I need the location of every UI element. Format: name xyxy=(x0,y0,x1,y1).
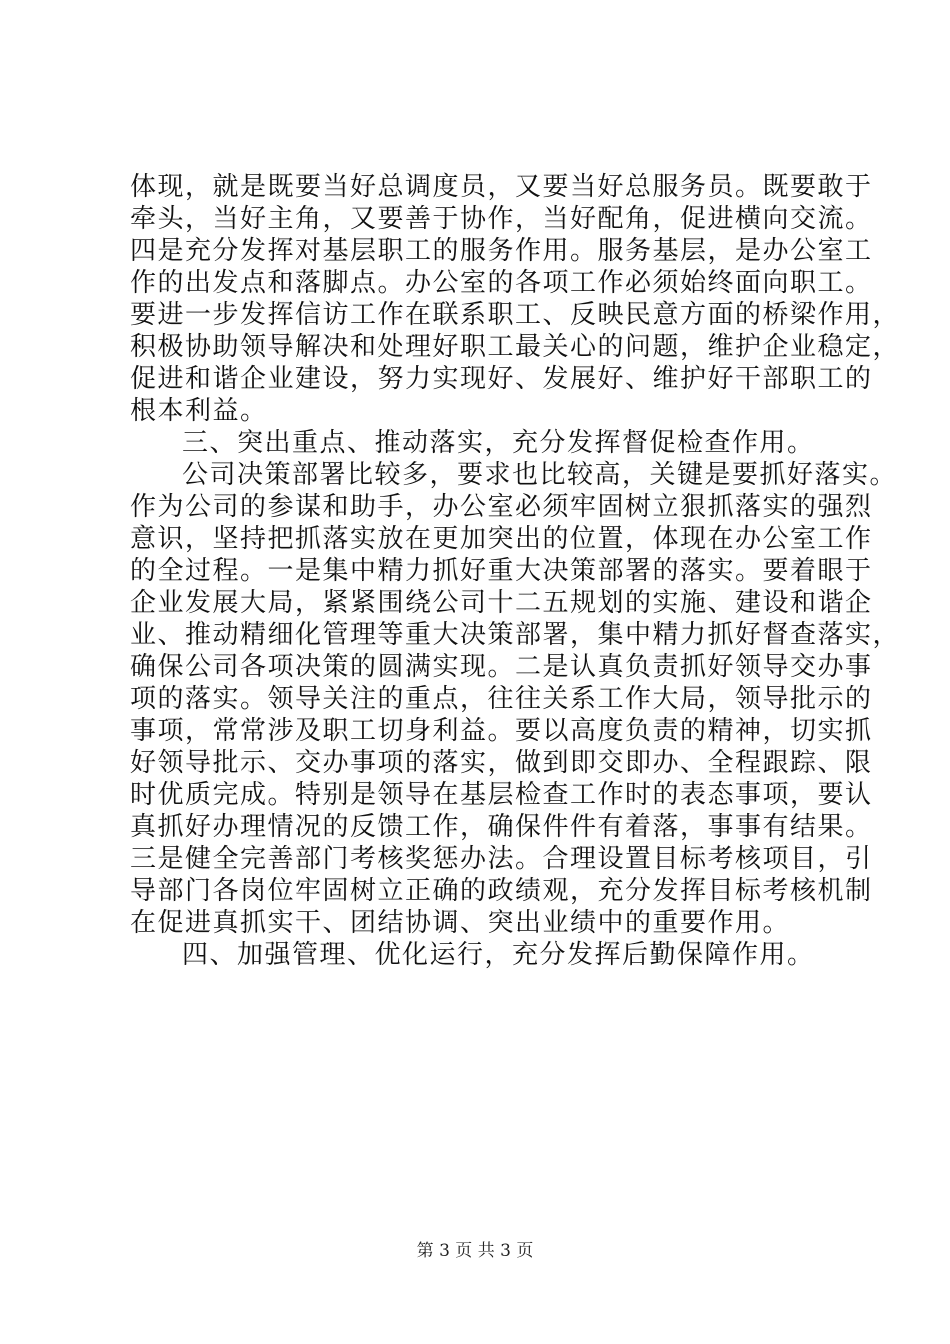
text-line: 企业发展大局，紧紧围绕公司十二五规划的实施、建设和谐企 xyxy=(130,588,873,618)
text-line: 项的落实。领导关注的重点，往往关系工作大局，领导批示的 xyxy=(130,684,873,714)
text-line: 确保公司各项决策的圆满实现。二是认真负责抓好领导交办事 xyxy=(130,652,873,682)
text-line: 真抓好办理情况的反馈工作，确保件件有着落，事事有结果。 xyxy=(130,812,873,842)
text-line: 意识，坚持把抓落实放在更加突出的位置，体现在办公室工作 xyxy=(130,524,873,554)
text-line: 牵头，当好主角，又要善于协作，当好配角，促进横向交流。 xyxy=(130,204,873,234)
text-line: 根本利益。 xyxy=(130,396,268,426)
text-line: 好领导批示、交办事项的落实，做到即交即办、全程跟踪、限 xyxy=(130,748,873,778)
text-line: 时优质完成。特别是领导在基层检查工作时的表态事项，要认 xyxy=(130,780,873,810)
page-footer: 第 3 页 共 3 页 xyxy=(416,1241,534,1261)
text-line: 三、突出重点、推动落实，充分发挥督促检查作用。 xyxy=(182,428,815,458)
document-body xyxy=(130,171,901,971)
text-line: 作的出发点和落脚点。办公室的各项工作必须始终面向职工。 xyxy=(130,268,873,298)
text-line: 四是充分发挥对基层职工的服务作用。服务基层，是办公室工 xyxy=(130,236,873,266)
text-line: 作为公司的参谋和助手，办公室必须牢固树立狠抓落实的强烈 xyxy=(130,492,873,522)
text-line: 体现，就是既要当好总调度员，又要当好总服务员。既要敢于 xyxy=(130,172,873,202)
text-line: 促进和谐企业建设，努力实现好、发展好、维护好干部职工的 xyxy=(130,364,873,394)
text-line: 导部门各岗位牢固树立正确的政绩观，充分发挥目标考核机制 xyxy=(130,876,873,906)
text-line: 公司决策部署比较多，要求也比较高，关键是要抓好落实。 xyxy=(182,460,898,490)
text-line: 四、加强管理、优化运行，充分发挥后勤保障作用。 xyxy=(182,940,815,970)
text-line: 事项，常常涉及职工切身利益。要以高度负责的精神，切实抓 xyxy=(130,716,873,746)
text-line: 要进一步发挥信访工作在联系职工、反映民意方面的桥梁作用， xyxy=(130,300,901,330)
text-line: 三是健全完善部门考核奖惩办法。合理设置目标考核项目，引 xyxy=(130,844,873,874)
text-line: 业、推动精细化管理等重大决策部署，集中精力抓好督查落实， xyxy=(130,620,901,650)
text-line: 积极协助领导解决和处理好职工最关心的问题，维护企业稳定， xyxy=(130,332,901,362)
text-line: 在促进真抓实干、团结协调、突出业绩中的重要作用。 xyxy=(130,908,791,938)
text-line: 的全过程。一是集中精力抓好重大决策部署的落实。要着眼于 xyxy=(130,556,873,586)
